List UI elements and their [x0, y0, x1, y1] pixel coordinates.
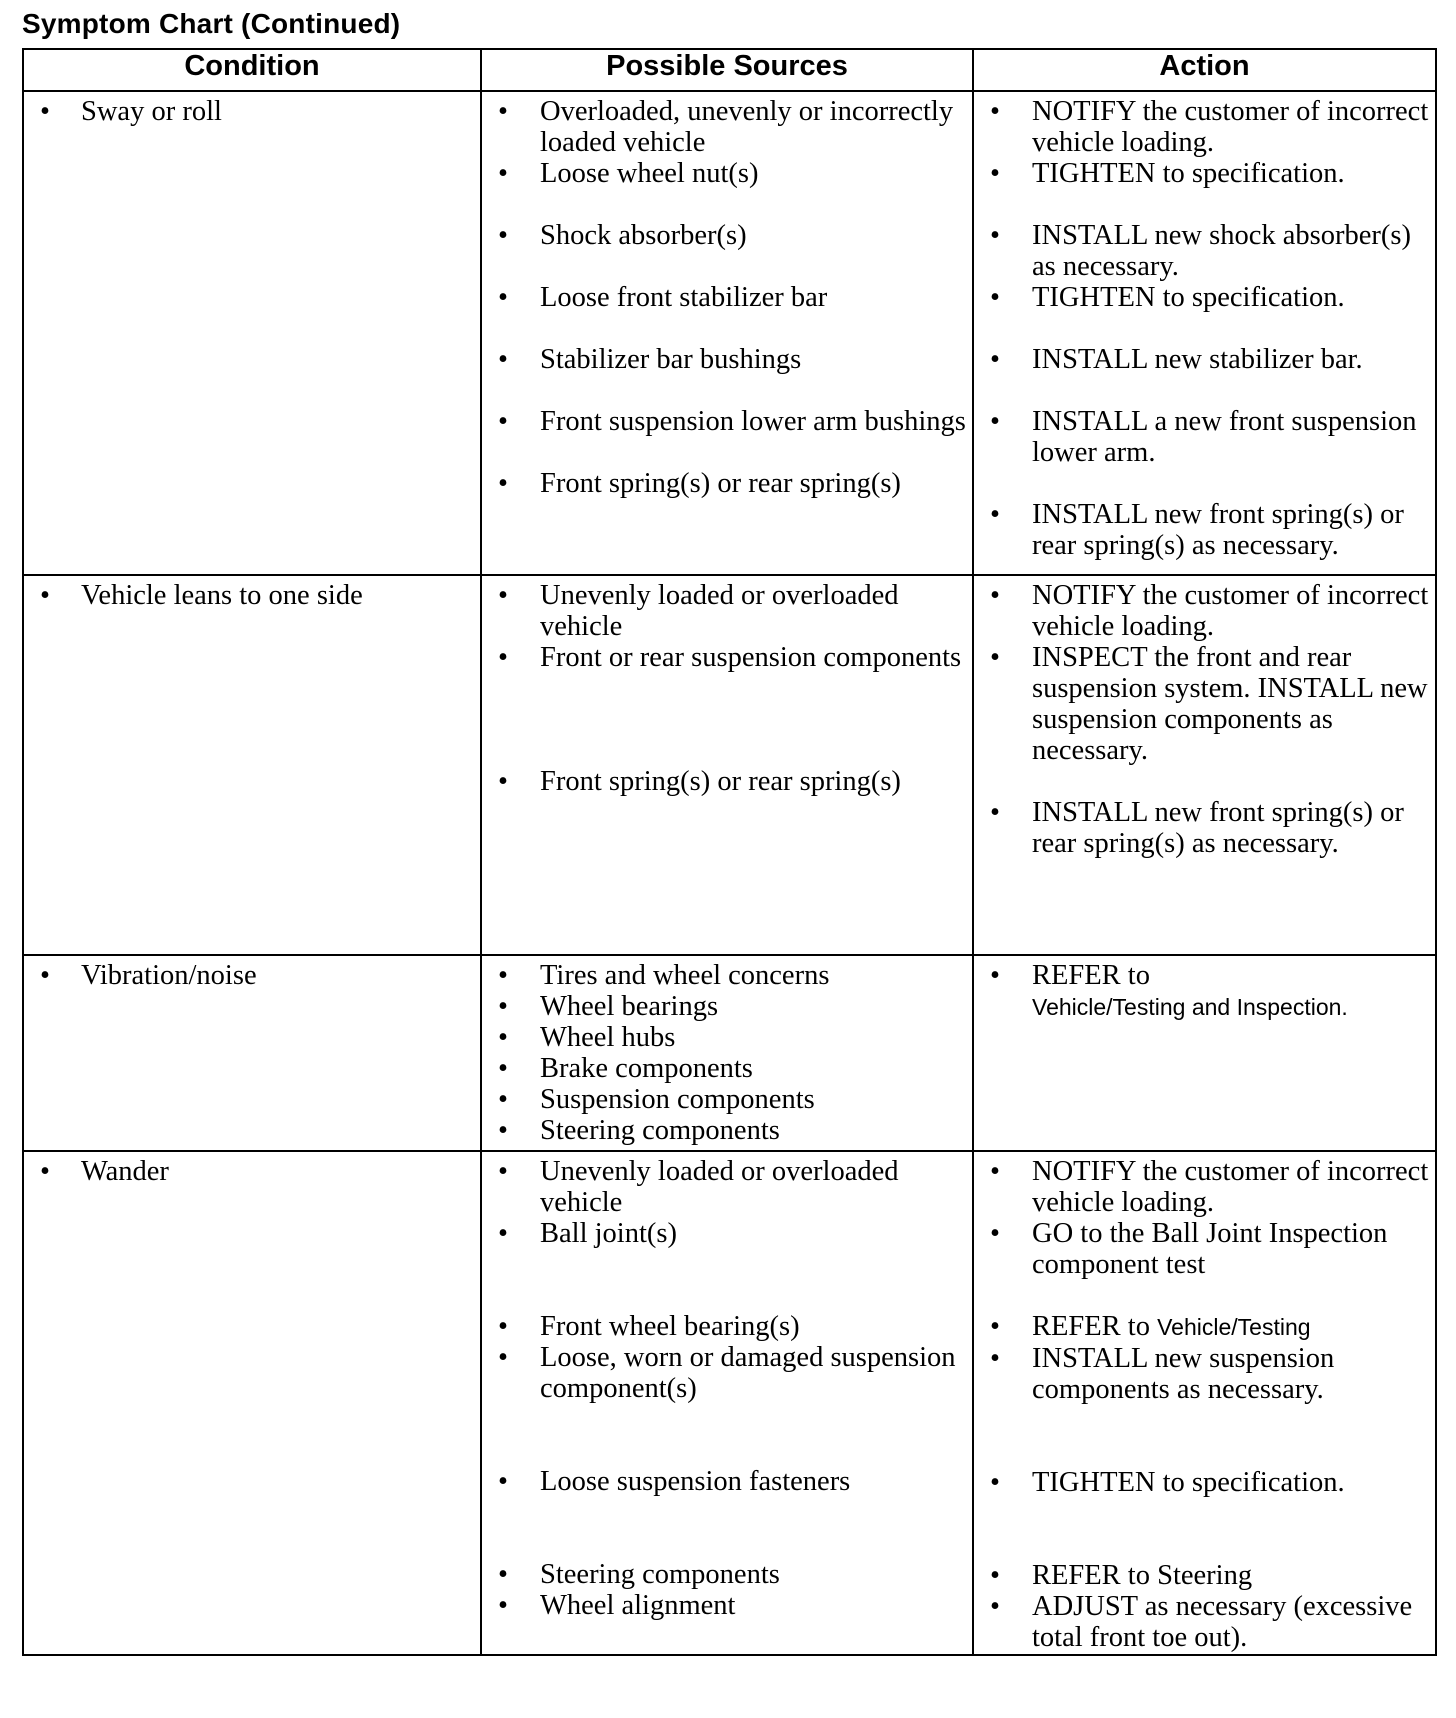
source-item: • Loose, worn or damaged suspension component(s) — [494, 1342, 966, 1404]
source-item: • Front spring(s) or rear spring(s) — [494, 766, 966, 797]
source-item: • Stabilizer bar bushings — [494, 344, 966, 375]
source-item: • Overloaded, unevenly or incorrectly loaded vehicle — [494, 96, 966, 158]
table-header-row — [23, 49, 1436, 91]
action-item: • NOTIFY the customer of incorrect vehicle loading. — [986, 580, 1429, 642]
action-item: • NOTIFY the customer of incorrect vehicle loading. — [986, 96, 1429, 158]
action-item: • NOTIFY the customer of incorrect vehicle loading. — [986, 1156, 1429, 1218]
action-text: REFER to — [1032, 960, 1150, 991]
action-item: • INSTALL new front spring(s) or rear spring(s) as necessary. — [986, 499, 1429, 561]
action-item: • REFER to Steering — [986, 1560, 1429, 1591]
table-row — [23, 955, 1436, 1151]
source-item: • Front or rear suspension components — [494, 642, 966, 673]
action-item: • INSTALL new front spring(s) or rear spring(s) as necessary. — [986, 797, 1429, 859]
condition-text: • Vibration/noise — [36, 960, 474, 991]
source-item: • Loose front stabilizer bar — [494, 282, 966, 313]
action-item: • TIGHTEN to specification. — [986, 282, 1429, 313]
source-item: • Unevenly loaded or overloaded vehicle — [494, 580, 966, 642]
action-item: • TIGHTEN to specification. — [986, 1467, 1429, 1498]
source-item: • Front spring(s) or rear spring(s) — [494, 468, 966, 499]
source-item: • Ball joint(s) — [494, 1218, 966, 1249]
action-item: • INSTALL a new front suspension lower arm. — [986, 406, 1429, 468]
action-item: • INSPECT the front and rear suspension system. INSTALL new suspension components as necessary. — [986, 642, 1429, 766]
action-item: • TIGHTEN to specification. — [986, 158, 1429, 189]
page-title: Symptom Chart (Continued) — [22, 8, 401, 39]
reference-link[interactable]: Vehicle/Testing — [1157, 1314, 1311, 1340]
action-item: • INSTALL new suspension components as necessary. — [986, 1343, 1429, 1405]
source-item: • Shock absorber(s) — [494, 220, 966, 251]
actions-cell — [973, 1151, 1436, 1655]
sources-cell — [481, 575, 973, 955]
table-row — [23, 1151, 1436, 1655]
column-header-action: Action — [973, 49, 1436, 91]
sources-cell — [481, 1151, 973, 1655]
actions-cell — [973, 91, 1436, 575]
condition-cell — [23, 955, 481, 1151]
source-item: • Steering components — [494, 1559, 966, 1590]
column-header-condition: Condition — [23, 49, 481, 91]
column-header-possible-sources: Possible Sources — [481, 49, 973, 91]
source-item: • Wheel hubs — [494, 1022, 966, 1053]
source-item: • Wheel alignment — [494, 1590, 966, 1621]
source-item: • Front wheel bearing(s) — [494, 1311, 966, 1342]
reference-link[interactable]: Vehicle/Testing and Inspection. — [1032, 994, 1348, 1020]
source-item: • Loose suspension fasteners — [494, 1466, 966, 1497]
condition-text: • Vehicle leans to one side — [36, 580, 474, 611]
sources-cell — [481, 955, 973, 1151]
condition-cell — [23, 1151, 481, 1655]
action-item: • GO to the Ball Joint Inspection component test — [986, 1218, 1429, 1280]
condition-cell — [23, 575, 481, 955]
source-item: • Unevenly loaded or overloaded vehicle — [494, 1156, 966, 1218]
actions-cell — [973, 575, 1436, 955]
table-row — [23, 91, 1436, 575]
sources-cell — [481, 91, 973, 575]
action-text: REFER to — [1032, 1311, 1150, 1342]
table-row — [23, 575, 1436, 955]
action-item — [986, 1311, 1429, 1343]
condition-text: • Sway or roll — [36, 96, 474, 127]
action-item: • INSTALL new shock absorber(s) as necessary. — [986, 220, 1429, 282]
source-item: • Wheel bearings — [494, 991, 966, 1022]
condition-text: • Wander — [36, 1156, 474, 1187]
actions-cell — [973, 955, 1436, 1151]
action-item: • ADJUST as necessary (excessive total front toe out). — [986, 1591, 1429, 1653]
action-item: • INSTALL new stabilizer bar. — [986, 344, 1429, 375]
source-item: • Loose wheel nut(s) — [494, 158, 966, 189]
source-item: • Suspension components — [494, 1084, 966, 1115]
symptom-chart-table — [22, 48, 1437, 1656]
action-item — [986, 960, 1429, 1023]
source-item: • Brake components — [494, 1053, 966, 1084]
condition-cell — [23, 91, 481, 575]
source-item: • Steering components — [494, 1115, 966, 1146]
source-item: • Front suspension lower arm bushings — [494, 406, 966, 437]
source-item: • Tires and wheel concerns — [494, 960, 966, 991]
